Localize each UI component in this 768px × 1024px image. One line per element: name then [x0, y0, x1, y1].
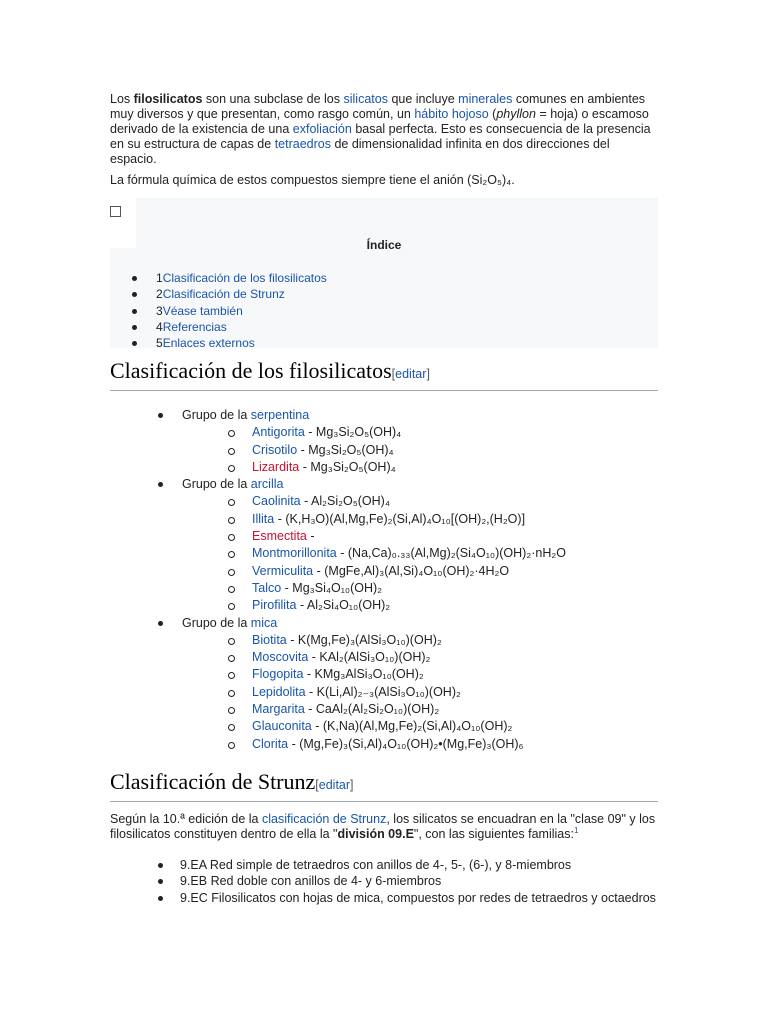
- mineral-link[interactable]: Biotita: [252, 632, 287, 647]
- text: Según la 10.ª edición de la: [110, 811, 262, 826]
- mineral-list: [182, 632, 658, 753]
- text: (: [488, 107, 497, 121]
- toc-link[interactable]: Referencias: [162, 319, 227, 334]
- text: son una subclase de los: [202, 92, 344, 106]
- mineral-formula: - (K,H₃O)(Al,Mg,Fe)₂(Si,Al)₄O₁₀[(OH)₂,(H₂O)]: [274, 511, 526, 526]
- section-title: Clasificación de Strunz: [110, 768, 316, 794]
- link-tetraedros[interactable]: tetraedros: [274, 137, 331, 151]
- group-label: [182, 407, 658, 424]
- edit-link[interactable]: editar: [318, 777, 351, 792]
- group-item: [110, 476, 658, 614]
- mineral-item: [182, 597, 658, 614]
- link-clasificacion-strunz[interactable]: clasificación de Strunz: [261, 811, 387, 826]
- section-heading-strunz: [110, 769, 658, 802]
- link-silicatos[interactable]: silicatos: [343, 92, 388, 106]
- mineral-formula: - CaAl₂(Al₂Si₂O₁₀)(OH)₂: [304, 702, 440, 717]
- mineral-link[interactable]: Flogopita: [252, 667, 304, 682]
- mineral-item: [182, 511, 658, 528]
- mineral-formula: -: [306, 529, 315, 544]
- toc-link[interactable]: Enlaces externos: [162, 336, 255, 351]
- mineral-formula: - Mg₃Si₂O₅(OH)₄: [299, 459, 396, 474]
- bracket: ]: [350, 777, 354, 792]
- reference-link[interactable]: 1: [573, 825, 579, 835]
- bracket: [: [391, 367, 396, 381]
- family-item: 9.EC Filosilicatos con hojas de mica, compuestos por redes de tetraedros y octaedros: [110, 890, 658, 907]
- group-link[interactable]: serpentina: [250, 408, 310, 422]
- link-habito-hojoso[interactable]: hábito hojoso: [414, 107, 489, 121]
- mineral-list: [182, 424, 658, 476]
- family-item: 9.EA Red simple de tetraedros con anillos de 4-, 5-, (6-), y 8-miembros: [110, 857, 658, 874]
- mineral-item: [182, 459, 658, 476]
- mineral-link[interactable]: Esmectita: [252, 529, 307, 544]
- table-of-contents: [110, 198, 658, 351]
- term-division: división 09.E: [337, 826, 414, 841]
- group-link[interactable]: arcilla: [250, 477, 284, 492]
- toc-number: 5: [156, 336, 163, 351]
- toc-link[interactable]: Véase también: [162, 303, 243, 318]
- toc-item[interactable]: [132, 286, 327, 302]
- mineral-formula: - (K,Na)(Al,Mg,Fe)₂(Si,Al)₄O₁₀(OH)₂: [311, 719, 513, 734]
- mineral-formula: - (Na,Ca)₀.₃₃(Al,Mg)₂(Si₄O₁₀)(OH)₂·nH₂O: [336, 546, 566, 561]
- mineral-link[interactable]: Moscovita: [252, 650, 309, 665]
- mineral-formula: - K(Mg,Fe)₃(AlSi₃O₁₀)(OH)₂: [286, 632, 442, 647]
- toc-item[interactable]: [132, 270, 327, 286]
- text: , los silicatos se encuadran en la "clase 09" y los filosilicatos constituyen dentro de ella la ": [110, 811, 656, 841]
- mineral-link[interactable]: Montmorillonita: [252, 546, 337, 561]
- mineral-item: [182, 528, 658, 545]
- group-prefix: Grupo de la: [182, 477, 251, 492]
- toc-item[interactable]: [132, 319, 327, 335]
- article-body: [110, 92, 658, 906]
- group-prefix: Grupo de la: [182, 408, 251, 422]
- edit-link[interactable]: editar: [395, 367, 427, 381]
- toc-number: 2: [156, 287, 163, 302]
- toc-list: [132, 270, 327, 351]
- section-heading-clasificacion: [110, 358, 658, 391]
- mineral-item: [182, 649, 658, 666]
- formula-paragraph: La fórmula química de estos compuestos siempre tiene el anión (Si₂O₅)₄.: [110, 173, 515, 187]
- mineral-formula: - (Mg,Fe)₃(Si,Al)₄O₁₀(OH)₂•(Mg,Fe)₃(OH)₆: [288, 736, 524, 751]
- mineral-link[interactable]: Illita: [252, 511, 275, 526]
- mineral-link[interactable]: Crisotilo: [252, 442, 298, 457]
- group-link[interactable]: mica: [250, 615, 278, 630]
- edit-section: [392, 367, 430, 381]
- strunz-families-list: [110, 857, 658, 907]
- mineral-item: [182, 545, 658, 562]
- mineral-link[interactable]: Glauconita: [252, 719, 312, 734]
- term-phyllon: phyllon: [496, 107, 536, 121]
- mineral-formula: - Al₂Si₄O₁₀(OH)₂: [296, 598, 391, 613]
- mineral-link[interactable]: Clorita: [252, 736, 289, 751]
- mineral-item: [182, 632, 658, 649]
- link-exfoliacion[interactable]: exfoliación: [292, 122, 352, 136]
- mineral-item: [182, 493, 658, 510]
- mineral-item: [182, 580, 658, 597]
- mineral-list: [182, 493, 658, 614]
- mineral-item: [182, 424, 658, 441]
- text: de dimensionalidad infinita en dos direcciones del espacio.: [110, 137, 610, 166]
- mineral-formula: - Mg₃Si₄O₁₀(OH)₂: [281, 580, 383, 595]
- bracket: ]: [426, 367, 430, 381]
- group-label: [182, 476, 658, 493]
- mineral-item: [182, 736, 658, 753]
- mineral-item: [182, 701, 658, 718]
- mineral-item: [182, 442, 658, 459]
- mineral-link[interactable]: Pirofilita: [252, 598, 297, 613]
- section-title: Clasificación de los filosilicatos: [110, 358, 392, 383]
- toc-toggle-checkbox[interactable]: [110, 206, 121, 217]
- text: ", con las siguientes familias:: [413, 826, 574, 841]
- mineral-item: [182, 684, 658, 701]
- text: que incluye: [387, 92, 459, 106]
- edit-section: [315, 778, 353, 792]
- toc-number: 4: [156, 319, 163, 334]
- mineral-link[interactable]: Lepidolita: [252, 684, 306, 699]
- text: = hoja) o escamoso derivado de la existencia de una: [110, 107, 649, 136]
- mineral-formula: - KAl₂(AlSi₃O₁₀)(OH)₂: [308, 650, 431, 665]
- strunz-paragraph: [110, 812, 658, 842]
- mineral-link[interactable]: Lizardita: [252, 459, 300, 474]
- mineral-formula: - (MgFe,Al)₃(Al,Si)₄O₁₀(OH)₂·4H₂O: [313, 563, 510, 578]
- toc-item[interactable]: [132, 335, 327, 351]
- text: basal perfecta. Esto es consecuencia de la presencia en su estructura de capas de: [110, 122, 651, 151]
- group-item: [110, 615, 658, 753]
- mineral-link[interactable]: Margarita: [252, 702, 305, 717]
- toc-link[interactable]: Clasificación de Strunz: [162, 287, 285, 302]
- term-filosilicatos: filosilicatos: [133, 92, 203, 106]
- mineral-item: [182, 563, 658, 580]
- link-minerales[interactable]: minerales: [458, 92, 513, 106]
- toc-number: 1: [156, 271, 163, 285]
- group-item: [110, 407, 658, 476]
- mineral-groups-list: [110, 407, 658, 753]
- mineral-link[interactable]: Talco: [252, 580, 282, 595]
- mineral-link[interactable]: Caolinita: [252, 494, 301, 509]
- text: Los: [110, 92, 134, 106]
- toc-link[interactable]: Clasificación de los filosilicatos: [162, 271, 327, 285]
- mineral-formula: - Al₂Si₂O₅(OH)₄: [300, 494, 390, 509]
- intro-paragraph: [110, 92, 658, 167]
- mineral-item: [182, 666, 658, 683]
- mineral-formula: - KMg₃AlSi₃O₁₀(OH)₂: [303, 667, 424, 682]
- group-prefix: Grupo de la: [182, 615, 251, 630]
- bracket: [: [315, 777, 319, 792]
- mineral-link[interactable]: Antigorita: [252, 425, 305, 440]
- mineral-formula: - Mg₃Si₂O₅(OH)₄: [304, 425, 402, 440]
- toc-item[interactable]: [132, 303, 327, 319]
- toc-title: Índice: [366, 238, 402, 252]
- mineral-formula: - K(Li,Al)₂₋₃(AlSi₃O₁₀)(OH)₂: [305, 684, 461, 699]
- family-item: 9.EB Red doble con anillos de 4- y 6-miembros: [110, 873, 658, 890]
- group-label: [182, 615, 658, 632]
- mineral-formula: - Mg₃Si₂O₅(OH)₄: [297, 442, 394, 457]
- toc-number: 3: [156, 303, 163, 318]
- mineral-link[interactable]: Vermiculita: [252, 563, 314, 578]
- text: comunes en ambientes muy diversos y que presentan, como rasgo común, un: [110, 92, 646, 121]
- mineral-item: [182, 718, 658, 735]
